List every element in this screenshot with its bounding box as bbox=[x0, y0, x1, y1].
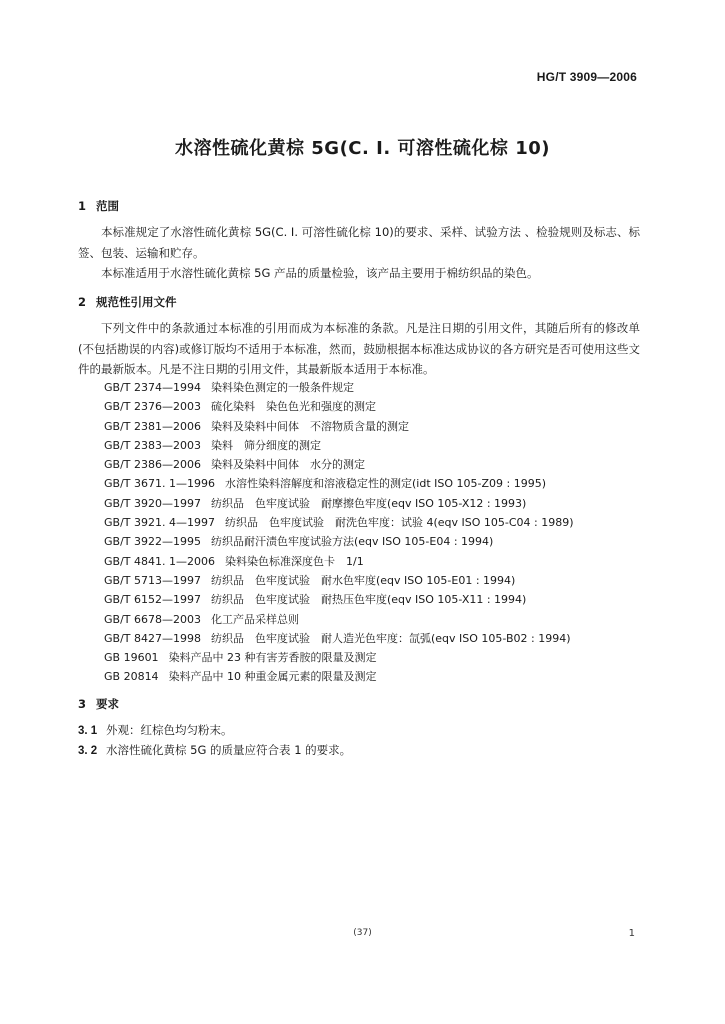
reference-code: GB 20814 bbox=[104, 670, 159, 684]
reference-title: 化工产品采样总则 bbox=[210, 612, 299, 626]
reference-title: 纺织品 色牢度试验 耐摩擦色牢度(eqv ISO 105-X12 : 1993) bbox=[210, 496, 527, 510]
reference-code: GB/T 3920—1997 bbox=[104, 496, 201, 510]
reference-item bbox=[104, 378, 574, 397]
reference-item bbox=[104, 474, 574, 493]
section-number: 1 bbox=[78, 199, 87, 213]
reference-title: 染料产品中 10 种重金属元素的限量及测定 bbox=[168, 670, 377, 684]
section-3-heading bbox=[78, 696, 119, 712]
reference-item bbox=[104, 552, 574, 571]
reference-title: 纺织品 色牢度试验 耐洗色牢度：试验 4(eqv ISO 105-C04 : 1989) bbox=[224, 516, 574, 530]
reference-code: GB/T 2383—2003 bbox=[104, 438, 201, 452]
reference-item bbox=[104, 648, 574, 667]
page-number-right: 1 bbox=[628, 928, 635, 939]
reference-item bbox=[104, 571, 574, 590]
reference-code: GB/T 2381—2006 bbox=[104, 419, 201, 433]
section-2-intro: 下列文件中的条款通过本标准的引用而成为本标准的条款。凡是注日期的引用文件，其随后所有的修改单(不包括勘误的内容)或修订版均不适用于本标准，然而，鼓励根据本标准达成协议的各方研究是否可使用这些文件的最新版本。凡是不注日期的引用文件，其最新版本适用于本标准。 bbox=[78, 321, 640, 376]
reference-item bbox=[104, 532, 574, 551]
reference-item bbox=[104, 590, 574, 609]
standard-code: HG/T 3909—2006 bbox=[536, 70, 637, 84]
reference-item bbox=[104, 610, 574, 629]
reference-title: 染料 筛分细度的测定 bbox=[210, 438, 321, 452]
reference-item bbox=[104, 667, 574, 686]
reference-code: GB/T 2374—1994 bbox=[104, 381, 201, 394]
clause-number: 3. 1 bbox=[78, 725, 98, 737]
reference-item bbox=[104, 513, 574, 532]
reference-title: 水溶性染料溶解度和溶液稳定性的测定(idt ISO 105-Z09 : 1995) bbox=[224, 477, 546, 491]
section-title: 要求 bbox=[96, 697, 119, 711]
reference-item bbox=[104, 417, 574, 436]
reference-code: GB/T 6678—2003 bbox=[104, 612, 201, 626]
section-2-heading bbox=[78, 294, 177, 310]
reference-title: 纺织品 色牢度试验 耐人造光色牢度：氙弧(eqv ISO 105-B02 : 1994) bbox=[210, 631, 571, 645]
reference-item bbox=[104, 455, 574, 474]
reference-title: 染料产品中 23 种有害芳香胺的限量及测定 bbox=[168, 651, 377, 665]
reference-title: 染料染色测定的一般条件规定 bbox=[210, 381, 354, 394]
reference-item bbox=[104, 494, 574, 513]
section-title: 范围 bbox=[96, 199, 119, 213]
section-1-paragraph-1: 本标准规定了水溶性硫化黄棕 5G(C. I. 可溶性硫化棕 10)的要求、采样、试验方法 、检验规则及标志、标签、包装、运输和贮存。 bbox=[78, 225, 640, 260]
clause-number: 3. 2 bbox=[78, 745, 98, 757]
reference-title: 硫化染料 染色色光和强度的测定 bbox=[210, 400, 376, 414]
reference-code: GB/T 3922—1995 bbox=[104, 535, 201, 549]
reference-code: GB/T 3671. 1—1996 bbox=[104, 477, 215, 491]
section-title: 规范性引用文件 bbox=[96, 295, 177, 309]
reference-code: GB/T 5713—1997 bbox=[104, 573, 201, 587]
section-number: 2 bbox=[78, 295, 87, 309]
section-1-paragraph-2: 本标准适用于水溶性硫化黄棕 5G 产品的质量检验，该产品主要用于棉纺织品的染色。 bbox=[101, 266, 539, 280]
reference-code: GB/T 6152—1997 bbox=[104, 593, 201, 607]
reference-title: 染料染色标准深度色卡 1/1 bbox=[224, 554, 364, 568]
reference-title: 染料及染料中间体 不溶物质含量的测定 bbox=[210, 419, 409, 433]
page-number-center: (37) bbox=[353, 928, 372, 938]
reference-code: GB/T 4841. 1—2006 bbox=[104, 554, 215, 568]
reference-code: GB/T 3921. 4—1997 bbox=[104, 516, 215, 530]
reference-list bbox=[104, 378, 574, 687]
reference-item bbox=[104, 629, 574, 648]
reference-title: 染料及染料中间体 水分的测定 bbox=[210, 458, 365, 472]
document-title: 水溶性硫化黄棕 5G(C. I. 可溶性硫化棕 10) bbox=[175, 138, 550, 159]
reference-code: GB/T 2386—2006 bbox=[104, 458, 201, 472]
reference-title: 纺织品 色牢度试验 耐水色牢度(eqv ISO 105-E01 : 1994) bbox=[210, 573, 516, 587]
reference-code: GB 19601 bbox=[104, 651, 159, 665]
clause-3-2 bbox=[78, 742, 351, 758]
reference-title: 纺织品 色牢度试验 耐热压色牢度(eqv ISO 105-X11 : 1994) bbox=[210, 593, 527, 607]
section-number: 3 bbox=[78, 697, 87, 711]
clause-3-1 bbox=[78, 722, 233, 738]
reference-item bbox=[104, 436, 574, 455]
clause-text: 外观：红棕色均匀粉末。 bbox=[106, 723, 233, 737]
reference-item bbox=[104, 397, 574, 416]
reference-code: GB/T 8427—1998 bbox=[104, 631, 201, 645]
reference-code: GB/T 2376—2003 bbox=[104, 400, 201, 414]
reference-title: 纺织品耐汗渍色牢度试验方法(eqv ISO 105-E04 : 1994) bbox=[210, 535, 494, 549]
section-1-heading bbox=[78, 198, 119, 214]
clause-text: 水溶性硫化黄棕 5G 的质量应符合表 1 的要求。 bbox=[106, 743, 352, 757]
